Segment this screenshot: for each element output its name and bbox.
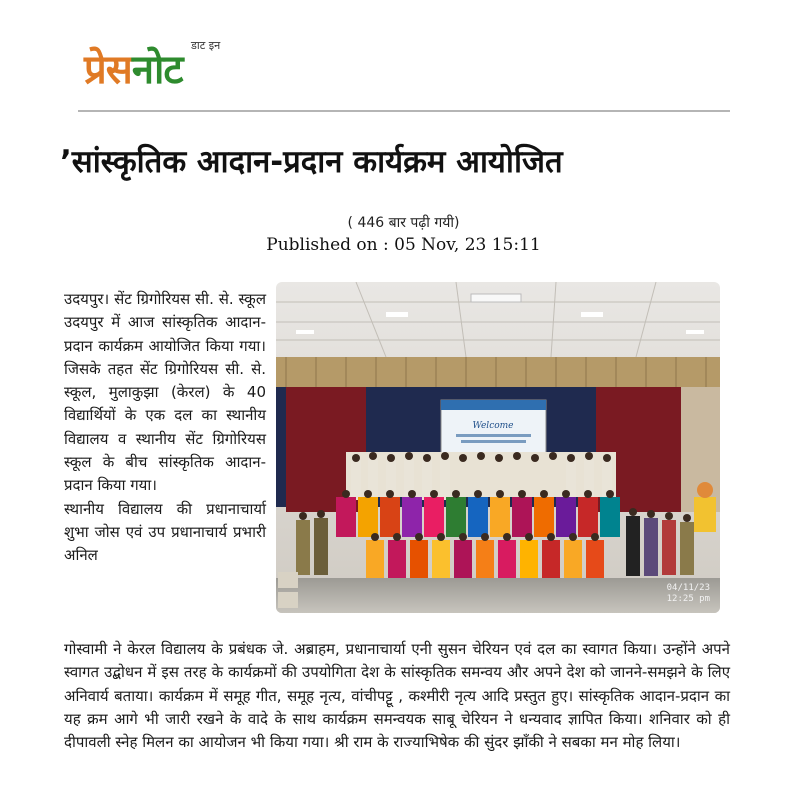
- photo-time: 12:25 pm: [666, 594, 710, 604]
- article-title: ’सांस्कृतिक आदान-प्रदान कार्यक्रम आयोजित: [60, 144, 563, 180]
- lead-paragraph-2: स्थानीय विद्यालय की प्रधानाचार्या शुभा जोस एवं उप प्रधानाचार्य प्रभारी अनिल: [64, 499, 266, 565]
- photo-timestamp: [667, 583, 710, 605]
- logo-part-2: नोट: [131, 47, 183, 93]
- article-body: [64, 638, 730, 754]
- event-photo: [276, 282, 720, 613]
- body-continuation: गोस्वामी ने केरल विद्यालय के प्रबंधक जे. अब्राहम, प्रधानाचार्या एनी सुसन चेरियन एवं दल का स्वागत किया। उन्होंने अपने स्वागत उद्बोधन में इस तरह के कार्यक्रमों की उपयोगिता देश के सांस्कृतिक समन्वय और अपने देश को जानने-समझने के लिए अनिवार्य बताया। कार्यक्रम में समूह गीत, समूह नृत्य, वांचीपट्टू , कश्मीरी नृत्य आदि प्रस्तुत हुए। सांस्कृतिक आदान-प्रदान का यह क्रम आगे भी जारी रखने के वादे के साथ कार्यक्रम समन्वयक साबू चेरियन ने धन्यवाद ज्ञापित किया। शनिवार को ही दीपावली स्नेह मिलन का आयोजन भी किया गया। श्री राम के राज्याभिषेक की सुंदर झाँकी ने सबका मन मोह लिया।: [64, 640, 730, 752]
- photo-date: 04/11/23: [666, 583, 710, 593]
- lead-paragraph-1: उदयपुर। सेंट ग्रिगोरियस सी. से. स्कूल उदयपुर में आज सांस्कृतिक आदान-प्रदान कार्यक्रम आयोजित किया गया। जिसके तहत सेंट ग्रिगोरियस सी. से. स्कूल, मुलाकुझा (केरल) के 40 विद्यार्थियों के एक दल का स्थानीय विद्यालय व स्थानीय सेंट ग्रिगोरियस स्कूल के बीच सांस्कृतिक आदान-प्रदान किया गया।: [64, 290, 266, 495]
- logo-part-1: प्रेस: [84, 47, 132, 93]
- logo-tagline: डाट इन: [191, 39, 221, 52]
- article-lead: [64, 288, 266, 568]
- site-logo[interactable]: [84, 38, 244, 96]
- view-count: ( 446 बार पढ़ी गयी): [347, 215, 460, 231]
- screen-welcome-text: Welcome: [472, 421, 514, 431]
- logo-wordmark: [84, 46, 183, 94]
- header-divider: [78, 110, 730, 112]
- published-date: Published on : 05 Nov, 23 15:11: [266, 235, 541, 255]
